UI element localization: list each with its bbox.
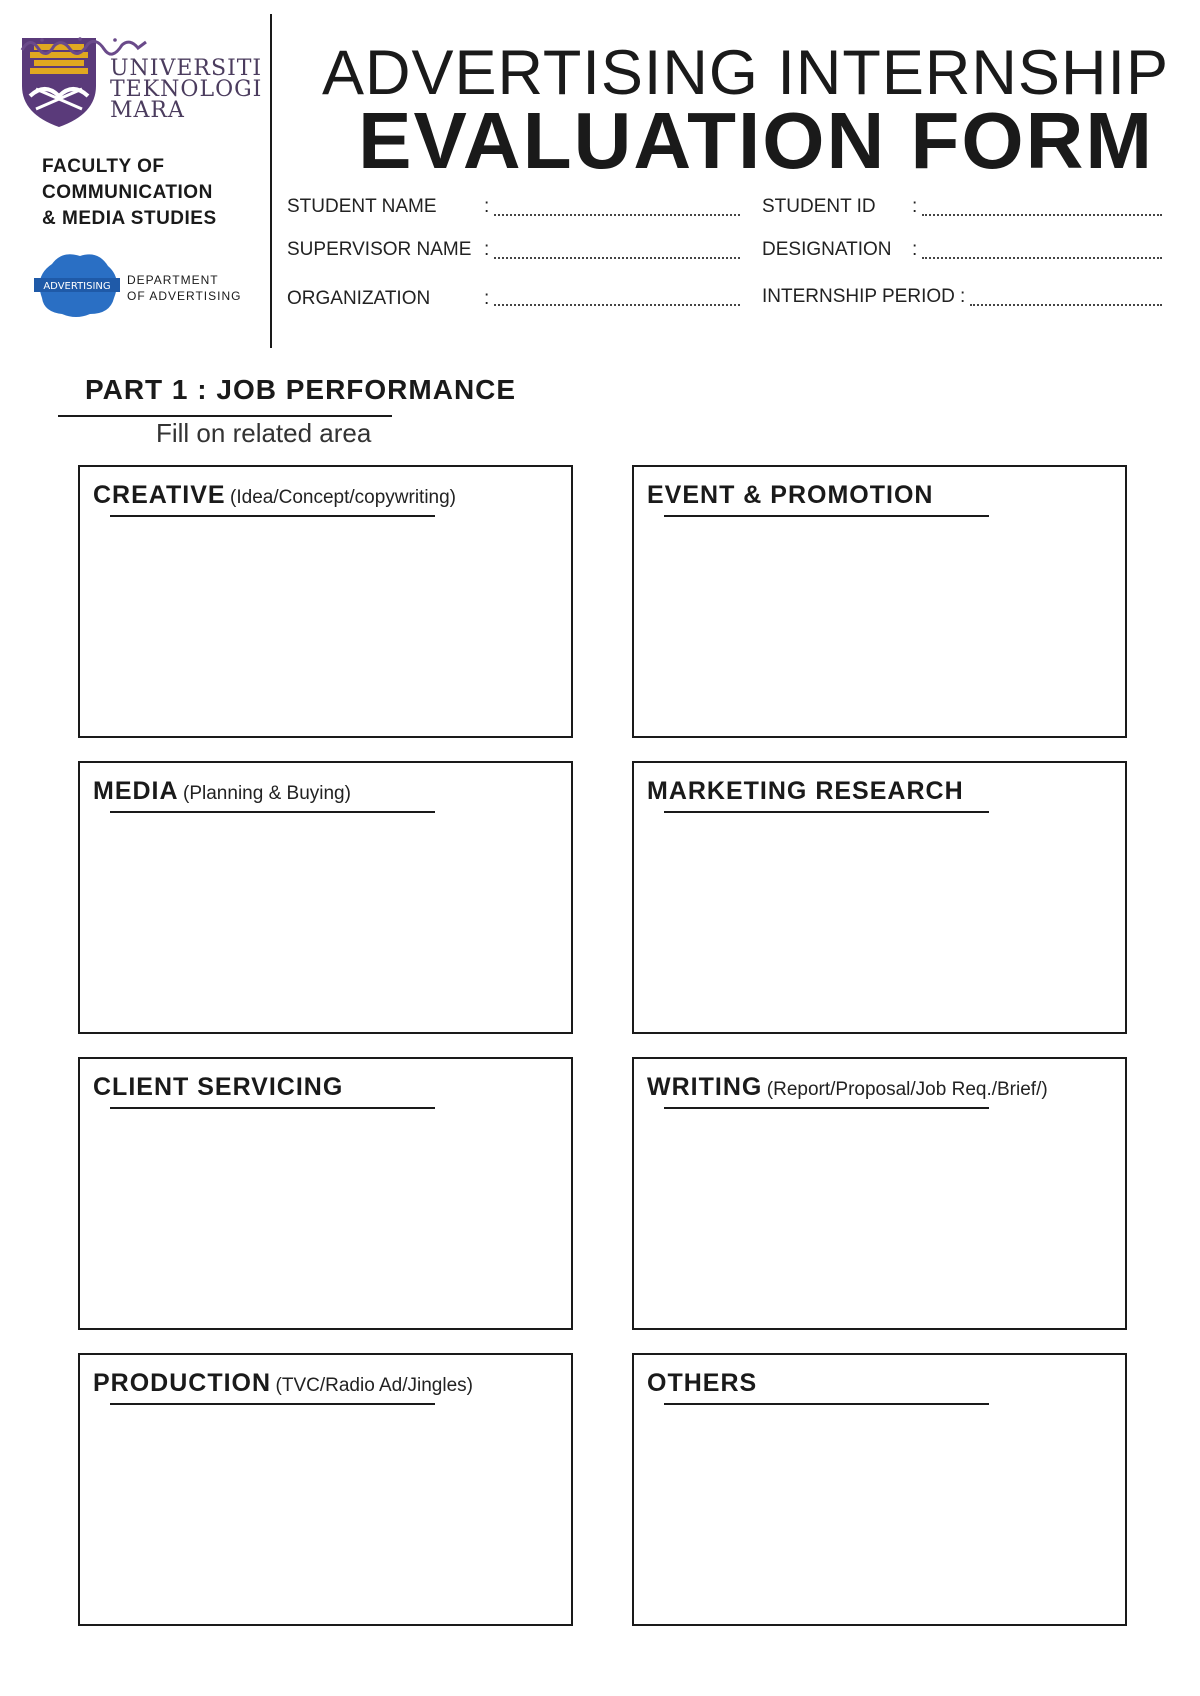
field-colon: : (912, 239, 918, 260)
box-underline (664, 811, 989, 813)
supervisor-name-label: SUPERVISOR NAME (287, 239, 472, 260)
box-underline (664, 1403, 989, 1405)
box-title: MARKETING RESEARCH (647, 777, 964, 805)
box-title: OTHERS (647, 1369, 758, 1397)
faculty-line-3: & MEDIA STUDIES (42, 208, 217, 229)
part-1-underline (58, 415, 392, 417)
part-1-instruction: Fill on related area (156, 418, 372, 448)
designation-input[interactable] (922, 257, 1162, 259)
production-box[interactable] (78, 1353, 573, 1626)
header-divider (270, 14, 272, 348)
box-subtitle: (Idea/Concept/copywriting) (230, 487, 457, 508)
field-colon: : (484, 288, 490, 309)
university-name (110, 58, 262, 121)
writing-box[interactable] (632, 1057, 1127, 1330)
organization-input[interactable] (494, 304, 740, 306)
department-emblem-icon (32, 248, 122, 320)
box-subtitle: (Report/Proposal/Job Req./Brief/) (766, 1079, 1048, 1100)
faculty-line-2: COMMUNICATION (42, 182, 213, 203)
marketing-research-box[interactable] (632, 761, 1127, 1034)
box-underline (110, 811, 435, 813)
faculty-line-1: FACULTY OF (42, 156, 165, 177)
university-line-1: UNIVERSITI (110, 56, 263, 81)
student-id-label: STUDENT ID (762, 196, 876, 217)
supervisor-name-input[interactable] (494, 257, 740, 259)
field-colon: : (484, 196, 490, 217)
organization-label: ORGANIZATION (287, 288, 431, 309)
faculty-name (42, 154, 217, 232)
box-subtitle: (TVC/Radio Ad/Jingles) (275, 1375, 473, 1396)
jawi-script-icon (20, 34, 150, 56)
university-line-3: MARA (110, 98, 185, 123)
box-title: MEDIA (93, 777, 179, 805)
box-underline (664, 1107, 989, 1109)
internship-period-label: INTERNSHIP PERIOD (762, 286, 955, 307)
department-name (127, 272, 241, 304)
box-subtitle: (Planning & Buying) (183, 783, 351, 804)
department-logo (32, 248, 122, 320)
department-line-1: DEPARTMENT (127, 273, 219, 287)
field-colon: : (484, 239, 490, 260)
student-name-label: STUDENT NAME (287, 196, 437, 217)
form-title-line-2: EVALUATION FORM (358, 96, 1154, 185)
part-1-title: PART 1 : JOB PERFORMANCE (85, 374, 517, 405)
field-colon: : (912, 196, 918, 217)
form-title-line-1: ADVERTISING INTERNSHIP (322, 38, 1169, 108)
box-underline (110, 1107, 435, 1109)
designation-label: DESIGNATION (762, 239, 892, 260)
box-title: EVENT & PROMOTION (647, 481, 934, 509)
internship-period-input[interactable] (970, 304, 1162, 306)
creative-box[interactable] (78, 465, 573, 738)
box-title: CLIENT SERVICING (93, 1073, 344, 1101)
field-colon: : (960, 286, 966, 307)
others-box[interactable] (632, 1353, 1127, 1626)
box-title: CREATIVE (93, 481, 226, 509)
university-line-2: TEKNOLOGI (110, 77, 263, 102)
university-logo (20, 34, 263, 134)
client-servicing-box[interactable] (78, 1057, 573, 1330)
box-underline (110, 1403, 435, 1405)
media-box[interactable] (78, 761, 573, 1034)
box-underline (664, 515, 989, 517)
student-id-input[interactable] (922, 214, 1162, 216)
department-emblem-text: ADVERTISING (43, 281, 111, 292)
student-name-input[interactable] (494, 214, 740, 216)
box-title: WRITING (647, 1073, 763, 1101)
event-promotion-box[interactable] (632, 465, 1127, 738)
box-underline (110, 515, 435, 517)
box-title: PRODUCTION (93, 1369, 272, 1397)
department-line-2: OF ADVERTISING (127, 289, 242, 303)
